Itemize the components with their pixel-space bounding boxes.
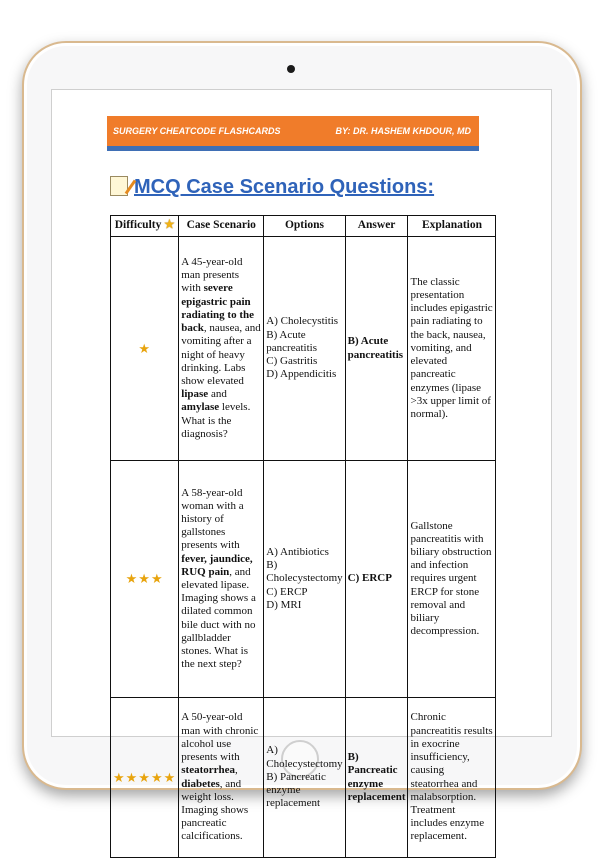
options-cell: A) Cholecystitis B) Acute pancreatitis C) Gastritis D) Appendicitis <box>264 237 345 461</box>
banner-title: SURGERY CHEATCODE FLASHCARDS <box>113 126 281 136</box>
answer-cell: B) Acute pancreatitis <box>345 237 408 461</box>
table-header-row <box>111 216 496 237</box>
case-scenario: A 58-year-old woman with a history of gallstones presents with fever, jaundice, RUQ pain, and elevated lipase. Imaging shows a dilated common bile duct with no gallbladder stones. What is the next step? <box>179 461 264 698</box>
options-cell: A) Cholecystectomy B) Pancreatic enzyme replacement <box>264 698 345 858</box>
explanation-cell: Chronic pancreatitis results in exocrine insufficiency, causing steatorrhea and malabsorption. Treatment includes enzyme replacement. <box>408 698 496 858</box>
header-explanation: Explanation <box>408 216 496 237</box>
header-case-scenario: Case Scenario <box>179 216 264 237</box>
table-row <box>111 237 496 461</box>
explanation-cell: Gallstone pancreatitis with biliary obstruction and infection requires urgent ERCP for stone removal and biliary decompression. <box>408 461 496 698</box>
options-cell: A) Antibiotics B) Cholecystectomy C) ERCP D) MRI <box>264 461 345 698</box>
document-page <box>51 89 552 843</box>
answer-cell: C) ERCP <box>345 461 408 698</box>
difficulty-stars: ★ <box>111 237 179 461</box>
table-row <box>111 698 496 858</box>
header-banner <box>107 116 479 146</box>
answer-cell: B) Pancreatic enzyme replacement <box>345 698 408 858</box>
banner-author: BY: DR. HASHEM KHDOUR, MD <box>335 126 471 136</box>
page-title <box>110 176 434 199</box>
header-options: Options <box>264 216 345 237</box>
memo-icon <box>110 176 128 196</box>
camera-icon <box>287 65 295 73</box>
star-icon: ★ <box>164 219 175 232</box>
difficulty-stars: ★★★★★ <box>111 698 179 858</box>
table-row <box>111 461 496 698</box>
explanation-cell: The classic presentation includes epigastric pain radiating to the back, nausea, vomiting, and elevated pancreatic enzymes (lipase >3x upper limit of normal). <box>408 237 496 461</box>
page-title-text: MCQ Case Scenario Questions: <box>134 176 435 198</box>
banner-divider <box>107 146 479 151</box>
header-answer: Answer <box>345 216 408 237</box>
case-scenario: A 50-year-old man with chronic alcohol use presents with steatorrhea, diabetes, and weight loss. Imaging shows pancreatic calcifications. <box>179 698 264 858</box>
case-scenario: A 45-year-old man presents with severe epigastric pain radiating to the back, nausea, and vomiting after a night of heavy drinking. Labs show elevated lipase and amylase levels. What is the diagnosis? <box>179 237 264 461</box>
header-difficulty: Difficulty ★ <box>111 216 179 237</box>
mcq-table <box>110 215 496 858</box>
difficulty-stars: ★★★ <box>111 461 179 698</box>
